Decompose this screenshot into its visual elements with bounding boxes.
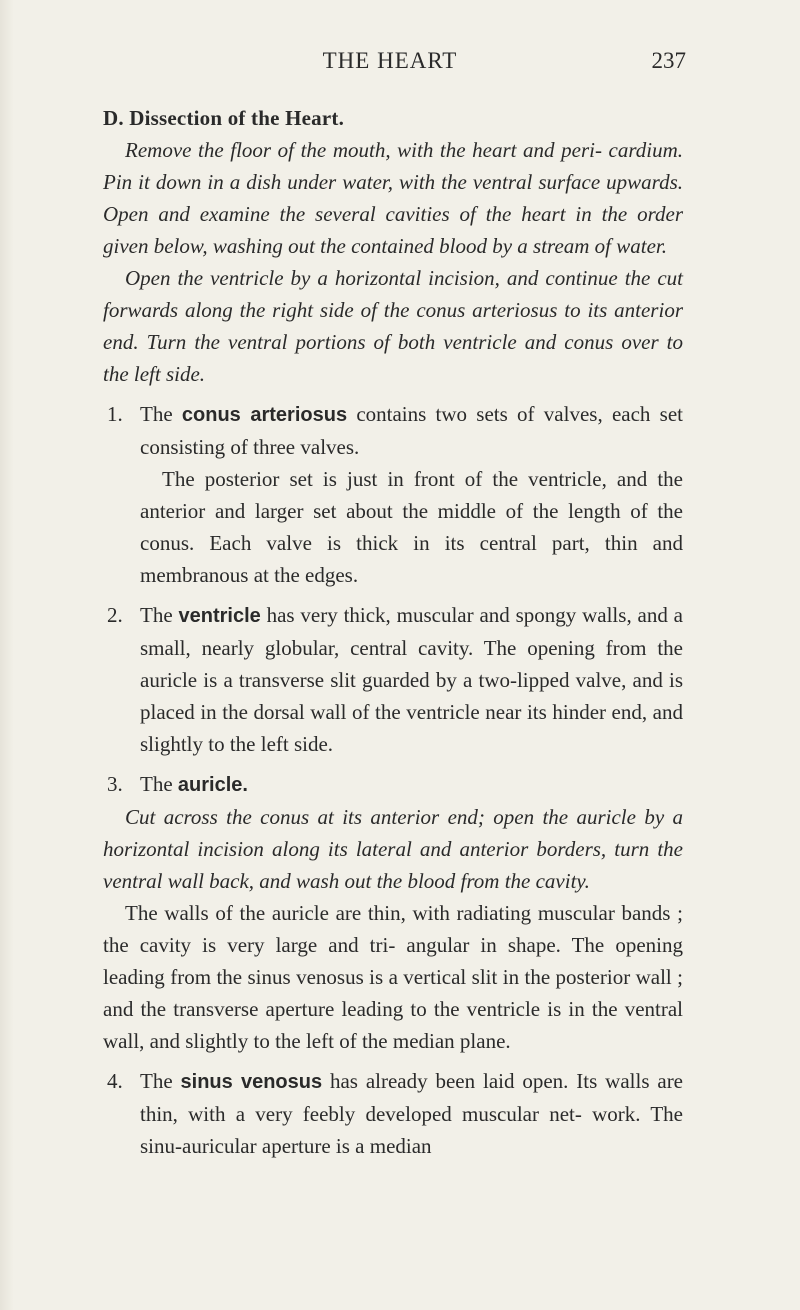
list-item bbox=[103, 768, 683, 801]
section-heading: D. Dissection of the Heart. bbox=[103, 106, 345, 130]
list-item bbox=[103, 599, 683, 760]
list-item bbox=[103, 398, 683, 591]
item-term: auricle. bbox=[177, 774, 248, 796]
instruction-paragraph: Open the ventricle by a horizontal incision, and continue the cut forwards along the right side of the conus arteriosus to its anterior end. Turn the ventral portions of both ventricle and conus over to the left side. bbox=[103, 266, 683, 386]
item-term: sinus venosus bbox=[180, 1071, 323, 1093]
list-item bbox=[103, 1065, 683, 1162]
item-number: 1. bbox=[107, 402, 123, 426]
item-lead: The bbox=[140, 603, 173, 627]
page-header bbox=[100, 48, 686, 78]
page-number: 237 bbox=[651, 48, 686, 73]
item-lead: The bbox=[140, 772, 173, 796]
page-gutter-shadow bbox=[0, 0, 14, 1310]
item-lead: The bbox=[140, 402, 173, 426]
item-body bbox=[140, 599, 683, 760]
item-lead: The bbox=[140, 1069, 173, 1093]
item-number: 2. bbox=[107, 603, 123, 627]
instruction-paragraph: Remove the floor of the mouth, with the heart and peri- cardium. Pin it down in a dish under water, with the ventral surface upwards. Open and examine the several cavities of the heart in the order given below, washing out the contained blood by a stream of water. bbox=[103, 138, 683, 258]
item-text: contains two sets of valves, each set consisting of three valves. bbox=[140, 402, 683, 459]
instruction-paragraph: Cut across the conus at its anterior end; open the auricle by a horizontal incision along its lateral and anterior borders, turn the ventral wall back, and wash out the blood from the cavity. bbox=[103, 805, 683, 893]
item-body bbox=[140, 398, 683, 591]
item-term: conus arteriosus bbox=[181, 404, 348, 426]
item-body bbox=[140, 768, 683, 801]
item-number: 4. bbox=[107, 1069, 123, 1093]
running-title: THE HEART bbox=[322, 48, 458, 73]
item-continuation: The walls of the auricle are thin, with radiating muscular bands ; the cavity is very large and tri- angular in shape. The opening leading from the sinus venosus is a vertical slit in the posterior wall ; and the transverse aperture leading to the ventricle is in the ventral wall, and slightly to the left of the median plane. bbox=[103, 901, 683, 1053]
item-number: 3. bbox=[107, 772, 123, 796]
page-body bbox=[103, 102, 683, 1162]
item-text: has very thick, muscular and spongy walls, and a small, nearly globular, central cavity. The opening from the auricle is a transverse slit guarded by a two-lipped valve, and is placed in the dorsal wall of the ventricle near its hinder end, and slightly to the left side. bbox=[140, 603, 683, 756]
item-text: has already been laid open. Its walls are thin, with a very feebly developed muscular net- work. The sinu-auricular aperture is a median bbox=[140, 1069, 684, 1158]
item-continuation: The posterior set is just in front of the ventricle, and the anterior and larger set about the middle of the length of the conus. Each valve is thick in its central part, thin and membranous at the edges. bbox=[140, 467, 683, 587]
item-body bbox=[140, 1065, 683, 1162]
item-term: ventricle bbox=[178, 605, 261, 627]
